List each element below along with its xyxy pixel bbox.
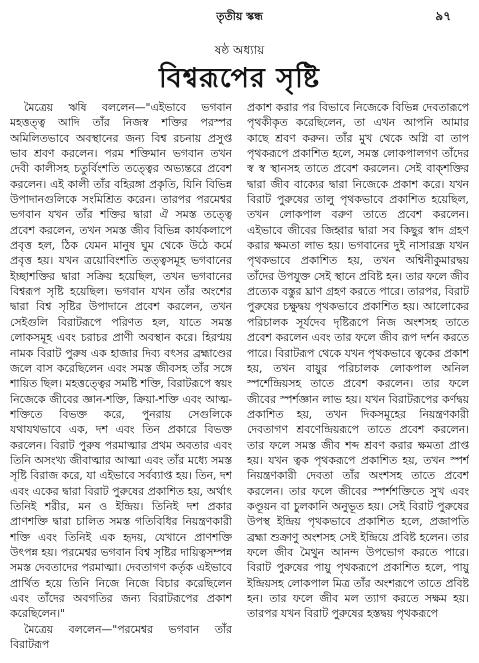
chapter-title: বিশ্বরূপের সৃষ্টি — [158, 63, 320, 94]
right-paragraph-1: প্রকাশ করার পর বিভাবে নিজেকে বিভিন্ন দেবতারূপে পৃথকীকৃত করেছিলেন, তা এখন আপনি আমার কাছে শ্রবণ করুন। তাঁর মুখ থেকে অগ্নি বা তাপ পৃথকরূপে প্রকাশিত হলে, সমস্ত লোকপালগণ তাঁদের স্ব স্ব স্থানসহ তাতে প্রবেশ করলেন। সেই বাক্শক্তির দ্বারা জীব বাক্যের দ্বারা নিজেকে প্রকাশ করে। যখন বিরাট পুরুষের তালু পৃথকভাবে প্রকাশিত হয়েছিল, তখন লোকপাল বরুণ তাতে প্রবেশ করলেন। এইভাবে জীবের জিহ্বার দ্বারা সব কিছুর স্বাদ গ্রহণ করার ক্ষমতা লাভ হয়। ভগবানের দুই নাসারন্ধ্র যখন পৃথকভাবে প্রকাশিত হয়, তখন অশ্বিনীকুমারদ্বয় তাঁদের উপযুক্ত সেই স্থানে প্রবিষ্ট হন। তার ফলে জীব প্রত্যেক বস্তুর ঘ্রাণ গ্রহণ করতে পারে। তারপর, বিরাট পুরুষের চক্ষুদ্বয় পৃথকভাবে প্রকাশিত হয়। আলোকের পরিচালক সূর্যদেব দৃষ্টিরূপে নিজ অংশসহ তাতে প্রবেশ করলেন এবং তার ফলে জীব রূপ দর্শন করতে পারে। বিরাটরূপ থেকে যখন পৃথকভাবে ত্বকের প্রকাশ হয়, তখন বায়ুর পরিচালক লোকপাল অনিল স্পর্শেন্দ্রিয়সহ তাতে প্রবেশ করলেন। তার ফলে জীবের স্পর্শজ্ঞান লাভ হয়। যখন বিরাটরূপের কর্ণদ্বয় প্রকাশিত হয়, তখন দিকসমূহের নিয়ন্ত্রণকারী দেবতাগণ শ্রবণেন্দ্রিয়রূপে তাতে প্রবেশ করলেন। তার ফলে সমস্ত জীব শব্দ শ্রবণ করার ক্ষমতা প্রাপ্ত হয়। যখন ত্বক পৃথকরূপে প্রকাশিত হয়, তখন স্পর্শ নিয়ন্ত্রণকারী দেবতা তাঁর অংশসহ তাতে প্রবেশ করলেন। তার ফলে জীবের স্পর্শশক্তিতে সুখ এবং কণ্ডূয়ন বা চুলকানি অনুভূত হয়। সেই বিরাট পুরুষের উপস্থ ইন্দ্রিয় পৃথকভাবে প্রকাশিত হলে, প্রজাপতি ব্রহ্মা শুক্রাণু অংশসহ সেই ইন্দ্রিয়ে প্রবিষ্ট হলেন। তার ফলে জীব মৈথুন আনন্দ উপভোগ করতে পারে। বিরাট পুরুষের পায়ু পৃথকরূপে প্রকাশিত হলে, পায়ু ইন্দ্রিয়সহ লোকপাল মিত্র তাঁর অংশরূপে তাতে প্রবিষ্ট হন। তার ফলে জীব মল ত্যাগ করতে সক্ষম হয়। তারপর যখন বিরাট পুরুষের হস্তদ্বয় পৃথকরূপে — [247, 101, 469, 621]
left-column — [10, 100, 232, 655]
left-paragraph-1: মৈত্রেয় ঋষি বললেন—"এইভাবে ভগবান মহত্তত্ত্ব আদি তাঁর নিজস্ব শক্তির পরস্পর অমিলিতভাবে অবস্থানের জন্য বিশ্ব রচনায় প্রসুপ্ত ভাব শ্রবণ করলেন। পরম শক্তিমান ভগবান তখন দেবী কালীসহ চতুর্বিংশতি তত্ত্বের অভ্যন্তরে প্রবেশ করলেন। এই কালী তাঁর বহিরঙ্গা প্রকৃতি, যিনি বিভিন্ন উপাদানগুলিকে সংমিশ্রিত করেন। তারপর পরমেশ্বর ভগবান যখন তাঁর শক্তির দ্বারা ঐ সমস্ত তত্ত্বে প্রবেশ করলেন, তখন সমস্ত জীব বিভিন্ন কার্যকলাপে প্রবৃত্ত হল, ঠিক যেমন মানুষ ঘুম থেকে উঠে কর্মে প্রবৃত্ত হয়। যখন ত্রয়োবিংশতি তত্ত্বসমূহ ভগবানের ইচ্ছাশক্তির দ্বারা সক্রিয় হয়েছিল, তখন ভগবানের বিশ্বরূপ সৃষ্টি হয়েছিল। ভগবান যখন তাঁর অংশের দ্বারা বিশ্ব সৃষ্টির উপাদানে প্রবেশ করলেন, তখন সেইগুলি বিরাটরূপে পরিণত হল, যাতে সমস্ত লোকসমূহ এবং চরাচর প্রাণী অবস্থান করে। হিরণ্ময় নামক বিরাট পুরুষ এক হাজার দিব্য বৎসর ব্রহ্মাণ্ডের জলে বাস করেছিলেন এবং সমস্ত জীবসহ তাঁর সঙ্গে শায়িত ছিল। মহত্তত্ত্বের সমষ্টি শক্তি, বিরাটরূপে স্বয়ং নিজেকে জীবের জ্ঞান-শক্তি, ক্রিয়া-শক্তি এবং আত্ম-শক্তিতে বিভক্ত করে, পুনরায় সেগুলিকে যথাযথভাবে এক, দশ এবং তিন প্রকারে বিভক্ত করলেন। বিরাট পুরুষ পরমাত্মার প্রথম অবতার এবং তিনি অসংখ্য জীবাত্মার আত্মা এবং তাঁর মধ্যে সমস্ত সৃষ্টি বিরাজ করে, যা এইভাবে সর্বব্যাপ্ত হয়। তিন, দশ এবং একের দ্বারা বিরাট পুরুষের প্রকাশিত হয়, অর্থাৎ তিনিই শরীর, মন ও ইন্দ্রিয়। তিনিই দশ প্রকার প্রাণশক্তি দ্বারা চালিত সমস্ত গতিবিধির নিয়ন্ত্রণকারী শক্তি এবং তিনিই এক হৃদয়, যেখানে প্রাণশক্তি উৎপন্ন হয়। পরমেশ্বর ভগবান বিশ্ব সৃষ্টির দায়িত্বসম্পন্ন সমস্ত দেবতাদের পরমাত্মা। দেবতাগণ কর্তৃক এইভাবে প্রার্থিত হয়ে তিনি নিজে নিজে বিচার করেছিলেন এবং তাঁদের অবগতির জন্য বিরাটরূপের প্রকাশ করেছিলেন।" — [10, 101, 232, 621]
left-paragraph-2: মৈত্রেয় বললেন—"পরমেশ্বর ভগবান তাঁর বিরাটরূপ — [10, 622, 232, 652]
page-number: ৯৭ — [435, 9, 451, 23]
canto-heading: তৃতীয় স্কন্ধ — [216, 10, 263, 23]
page-header — [0, 8, 479, 26]
chapter-number: ষষ্ঠ অধ্যায় — [214, 43, 265, 57]
right-column — [247, 100, 469, 655]
